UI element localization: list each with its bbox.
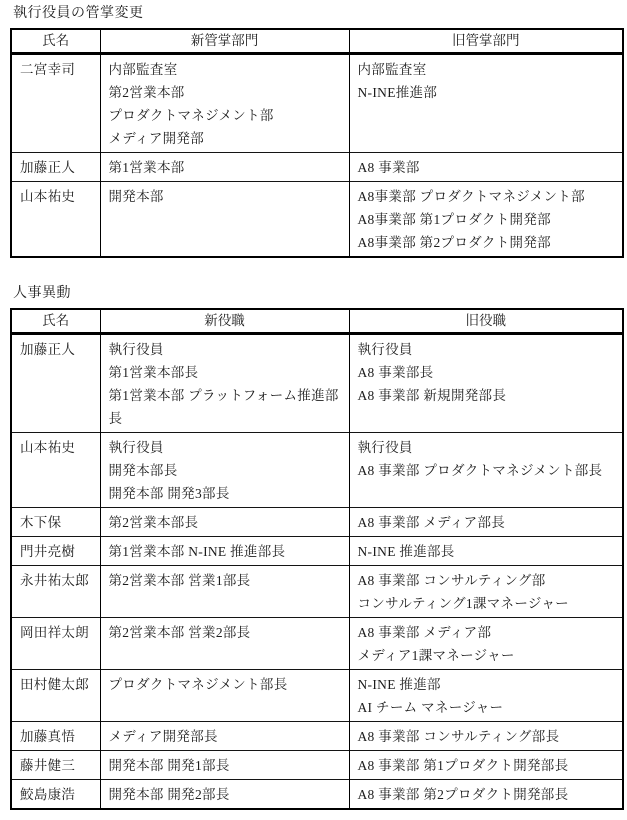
name-cell	[11, 751, 100, 780]
new-value-cell	[100, 153, 349, 182]
table-row	[11, 334, 623, 433]
cell-line: 第1営業本部 プラットフォーム推進部長	[108, 388, 339, 426]
name-cell	[11, 508, 100, 537]
cell-line: 第2営業本部 営業2部長	[108, 625, 251, 640]
cell-line: A8 事業部 コンサルティング部	[357, 573, 546, 588]
cell-line: 第2営業本部 営業1部長	[108, 573, 251, 588]
cell-line: A8 事業部 プロダクトマネジメント部長	[357, 463, 603, 478]
column-header: 新役職	[100, 309, 349, 334]
table-row	[11, 618, 623, 670]
table-row	[11, 54, 623, 153]
new-value-cell	[100, 618, 349, 670]
name-cell	[11, 670, 100, 722]
old-value-cell	[349, 618, 623, 670]
new-value-cell	[100, 780, 349, 810]
cell-line: A8 事業部 メディア部長	[357, 515, 506, 530]
column-header: 氏名	[11, 29, 100, 54]
new-value-cell	[100, 566, 349, 618]
new-value-cell	[100, 433, 349, 508]
cell-line: 加藤正人	[20, 160, 76, 175]
new-value-cell	[100, 54, 349, 153]
cell-line: 第2営業本部長	[108, 515, 199, 530]
new-value-cell	[100, 670, 349, 722]
cell-line: 木下保	[20, 515, 62, 530]
cell-line: N-INE 推進部長	[357, 544, 455, 559]
cell-line: 執行役員	[108, 440, 164, 455]
table-row	[11, 722, 623, 751]
cell-line: 第1営業本部長	[108, 365, 199, 380]
header-row	[11, 309, 623, 334]
cell-line: メディア開発部長	[108, 729, 218, 744]
cell-line: 内部監査室	[108, 62, 178, 77]
cell-line: 加藤正人	[20, 342, 76, 357]
cell-line: 開発本部 開発1部長	[108, 758, 230, 773]
name-cell	[11, 537, 100, 566]
column-header: 氏名	[11, 309, 100, 334]
new-value-cell	[100, 508, 349, 537]
name-cell	[11, 722, 100, 751]
cell-line: 執行役員	[357, 342, 413, 357]
header-row	[11, 29, 623, 54]
cell-line: 執行役員	[108, 342, 164, 357]
new-value-cell	[100, 334, 349, 433]
table-row	[11, 780, 623, 810]
cell-line: 山本祐史	[20, 440, 76, 455]
name-cell	[11, 618, 100, 670]
kansho-change-table	[10, 28, 624, 258]
cell-line: A8事業部 第2プロダクト開発部	[357, 235, 551, 250]
old-value-cell	[349, 153, 623, 182]
cell-line: メディア開発部	[108, 131, 205, 146]
name-cell	[11, 182, 100, 258]
new-value-cell	[100, 751, 349, 780]
name-cell	[11, 54, 100, 153]
name-cell	[11, 334, 100, 433]
cell-line: 門井亮樹	[20, 544, 76, 559]
cell-line: 開発本部	[108, 189, 164, 204]
cell-line: コンサルティング1課マネージャー	[357, 596, 569, 611]
cell-line: 開発本部 開発3部長	[108, 486, 230, 501]
old-value-cell	[349, 780, 623, 810]
jinji-section-title: 人事異動	[13, 286, 71, 301]
jinji-ido-table	[10, 308, 624, 810]
new-value-cell	[100, 182, 349, 258]
old-value-cell	[349, 54, 623, 153]
name-cell	[11, 153, 100, 182]
cell-line: A8 事業部 コンサルティング部長	[357, 729, 560, 744]
column-header: 旧管掌部門	[349, 29, 623, 54]
cell-line: A8 事業部 第1プロダクト開発部長	[357, 758, 569, 773]
cell-line: 第1営業本部 N-INE 推進部長	[108, 544, 286, 559]
old-value-cell	[349, 508, 623, 537]
cell-line: 鮫島康浩	[20, 787, 76, 802]
cell-line: AI チーム マネージャー	[357, 700, 504, 715]
name-cell	[11, 566, 100, 618]
cell-line: プロダクトマネジメント部長	[108, 677, 288, 692]
column-header: 旧役職	[349, 309, 623, 334]
cell-line: 藤井健三	[20, 758, 76, 773]
cell-line: A8事業部 第1プロダクト開発部	[357, 212, 551, 227]
old-value-cell	[349, 566, 623, 618]
cell-line: 山本祐史	[20, 189, 76, 204]
cell-line: メディア1課マネージャー	[357, 648, 515, 663]
jinji-table-wrap	[10, 308, 622, 810]
name-cell	[11, 433, 100, 508]
cell-line: プロダクトマネジメント部	[108, 108, 274, 123]
section-kansho-change	[10, 4, 622, 258]
cell-line: 田村健太郎	[20, 677, 89, 692]
old-value-cell	[349, 722, 623, 751]
cell-line: A8 事業部 第2プロダクト開発部長	[357, 787, 569, 802]
table-row	[11, 433, 623, 508]
table-row	[11, 508, 623, 537]
old-value-cell	[349, 433, 623, 508]
section-jinji-ido	[10, 284, 622, 810]
cell-line: 執行役員	[357, 440, 413, 455]
cell-line: A8 事業部長	[357, 365, 434, 380]
cell-line: A8 事業部 新規開発部長	[357, 388, 507, 403]
new-value-cell	[100, 537, 349, 566]
kansho-section-title: 執行役員の管掌変更	[13, 6, 144, 21]
cell-line: 第2営業本部	[108, 85, 185, 100]
name-cell	[11, 780, 100, 810]
old-value-cell	[349, 537, 623, 566]
cell-line: N-INE 推進部	[357, 677, 441, 692]
cell-line: 開発本部長	[108, 463, 178, 478]
cell-line: 開発本部 開発2部長	[108, 787, 230, 802]
old-value-cell	[349, 751, 623, 780]
table-row	[11, 670, 623, 722]
new-value-cell	[100, 722, 349, 751]
cell-line: A8 事業部 メディア部	[357, 625, 492, 640]
table-row	[11, 182, 623, 258]
old-value-cell	[349, 182, 623, 258]
cell-line: 永井祐太郎	[20, 573, 89, 588]
cell-line: A8 事業部	[357, 160, 420, 175]
cell-line: 第1営業本部	[108, 160, 185, 175]
table-row	[11, 537, 623, 566]
cell-line: 岡田祥太朗	[20, 625, 89, 640]
column-header: 新管掌部門	[100, 29, 349, 54]
cell-line: A8事業部 プロダクトマネジメント部	[357, 189, 585, 204]
cell-line: 加藤真悟	[20, 729, 76, 744]
cell-line: 二宮幸司	[20, 62, 76, 77]
table-row	[11, 751, 623, 780]
kansho-table-wrap	[10, 28, 622, 258]
old-value-cell	[349, 670, 623, 722]
table-row	[11, 153, 623, 182]
cell-line: N-INE推進部	[357, 85, 438, 100]
table-row	[11, 566, 623, 618]
old-value-cell	[349, 334, 623, 433]
cell-line: 内部監査室	[357, 62, 427, 77]
